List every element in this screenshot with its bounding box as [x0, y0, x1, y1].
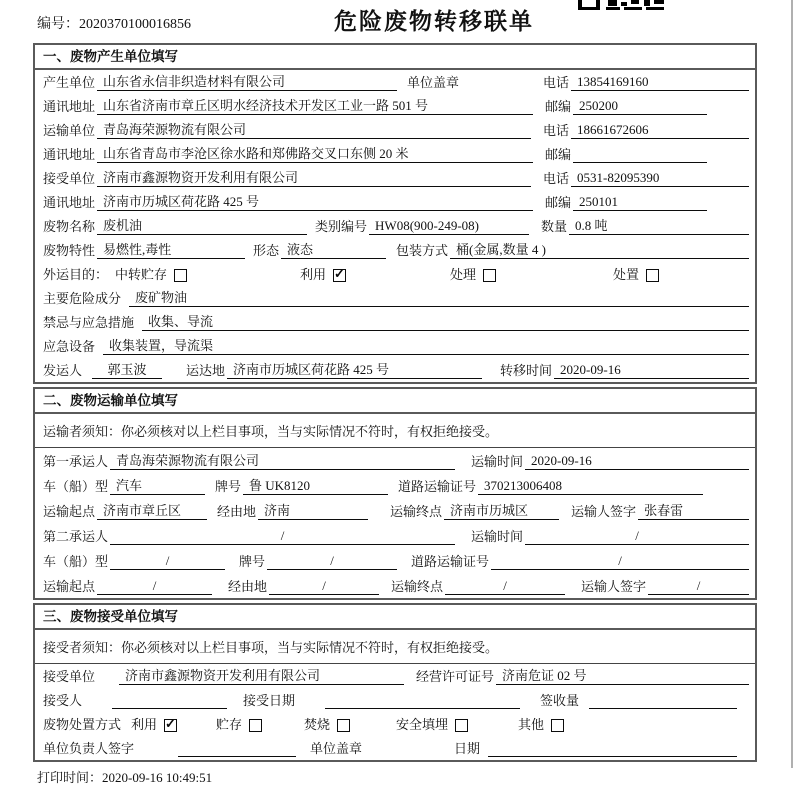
acceptor-label: 接受人: [43, 693, 83, 708]
disposal-option-store: [216, 714, 304, 733]
row-shipper: [35, 358, 755, 382]
row-transfer-purpose: [35, 262, 755, 286]
producer-unit-value: 山东省永信非织造材料有限公司: [97, 71, 397, 91]
transfer-time-value: 2020-09-16: [554, 362, 749, 379]
purpose-transit-storage-label: 中转贮存: [115, 267, 168, 282]
accept-date-value: [325, 693, 520, 709]
row-transporter-address: [35, 142, 755, 166]
form-value: 液态: [281, 239, 386, 259]
purpose-dispose-label: 处置: [613, 267, 640, 282]
receiving-unit-value: 济南市鑫源物资开发利用有限公司: [119, 665, 404, 685]
purpose-option-utilize: [300, 264, 450, 283]
carrier2-sign-label: 运输人签字: [581, 579, 647, 594]
purpose-utilize-label: 利用: [300, 267, 327, 282]
waste-property-label: 废物特性: [43, 243, 96, 258]
carrier1-sign-label: 运输人签字: [571, 504, 637, 519]
carrier2-sign-value: /: [648, 578, 749, 595]
row-receiving-unit: [35, 664, 755, 688]
category-code-label: 类别编号: [315, 219, 368, 234]
carrier2-terminal-value: /: [445, 578, 565, 595]
carrier1-terminal-value: 济南市历城区: [444, 500, 559, 520]
disposal-store-label: 贮存: [216, 717, 243, 732]
hazard-component-value: 废矿物油: [129, 287, 749, 307]
destination-label: 运达地: [186, 363, 226, 378]
row-receiver-address: [35, 190, 755, 214]
purpose-transit-storage-checkbox: [174, 269, 187, 282]
carrier1-road-permit-label: 道路运输证号: [398, 479, 477, 494]
waste-name-value: 废机油: [97, 215, 307, 235]
row-carrier1-route: [35, 498, 755, 523]
carrier2-vehicle-value: /: [110, 553, 225, 570]
row-carrier2-vehicle: [35, 548, 755, 573]
transporter-unit-value: 青岛海荣源物流有限公司: [97, 119, 531, 139]
carrier2-terminal-label: 运输终点: [391, 579, 444, 594]
manager-sign-label: 单位负责人签字: [43, 741, 135, 756]
accept-date-label: 接受日期: [243, 693, 296, 708]
receiver-zip-label: 邮编: [544, 195, 571, 210]
packing-value: 桶(金属,数量 4 ): [450, 239, 749, 259]
receiver-address-value: 济南市历城区荷花路 425 号: [97, 191, 533, 211]
precaution-value: 收集、导流: [142, 311, 749, 331]
row-transporter-unit: [35, 118, 755, 142]
carrier2-time-label: 运输时间: [471, 529, 524, 544]
row-producer-unit: [35, 70, 755, 94]
producer-phone-value: 13854169160: [571, 74, 749, 91]
carrier2-plate-value: /: [267, 553, 397, 570]
row-carrier2-route: [35, 573, 755, 598]
row-carrier1: [35, 448, 755, 473]
carrier1-value: 青岛海荣源物流有限公司: [110, 450, 455, 470]
row-waste-property: [35, 238, 755, 262]
receiver-notice: 接受者须知：你必须核对以上栏目事项，当与实际情况不符时，有权拒绝接受。: [35, 630, 755, 664]
print-time-label: 打印时间：: [37, 770, 103, 785]
transporter-unit-label: 运输单位: [43, 123, 96, 138]
carrier2-plate-label: 牌号: [239, 554, 266, 569]
transfer-purpose-label: 外运目的：: [43, 267, 109, 282]
carrier2-via-label: 经由地: [228, 579, 268, 594]
carrier1-vehicle-value: 汽车: [110, 475, 205, 495]
date-value: [488, 741, 737, 757]
purpose-option-dispose: [613, 264, 661, 283]
section-producer-title: 一、废物产生单位填写: [35, 45, 755, 70]
carrier1-sign-value: 张春雷: [638, 500, 749, 520]
row-producer-address: [35, 94, 755, 118]
disposal-option-utilize: [131, 714, 216, 733]
carrier1-plate-value: 鲁 UK8120: [243, 475, 388, 495]
producer-zip-value: 250200: [573, 98, 707, 115]
producer-address-value: 山东省济南市章丘区明水经济技术开发区工业一路 501 号: [97, 95, 533, 115]
transporter-phone-value: 18661672606: [571, 122, 749, 139]
section-transporter: [33, 387, 757, 600]
precaution-label: 禁忌与应急措施: [43, 315, 135, 330]
disposal-utilize-label: 利用: [131, 717, 158, 732]
row-hazard-component: [35, 286, 755, 310]
waste-property-value: 易燃性,毒性: [97, 239, 245, 259]
carrier1-plate-label: 牌号: [215, 479, 242, 494]
disposal-landfill-checkbox: [455, 719, 468, 732]
receiver-unit-value: 济南市鑫源物资开发利用有限公司: [97, 167, 531, 187]
emergency-equipment-label: 应急设备: [43, 339, 96, 354]
scan-edge-line: [791, 0, 793, 768]
carrier1-origin-label: 运输起点: [43, 504, 96, 519]
purpose-dispose-checkbox: [646, 269, 659, 282]
row-disposal-method: [35, 712, 755, 736]
hazard-component-label: 主要危险成分: [43, 291, 122, 306]
disposal-incinerate-checkbox: [337, 719, 350, 732]
producer-address-label: 通讯地址: [43, 99, 96, 114]
shipper-value: 郭玉波: [92, 359, 162, 379]
unit-seal-label-2: 单位盖章: [310, 741, 363, 756]
carrier2-time-value: /: [525, 528, 749, 545]
transporter-notice: 运输者须知：你必须核对以上栏目事项，当与实际情况不符时，有权拒绝接受。: [35, 414, 755, 448]
serial-number: [37, 13, 191, 33]
print-time-value: 2020-09-16 10:49:51: [102, 770, 213, 785]
row-manager-sign: [35, 736, 755, 760]
disposal-incinerate-label: 焚烧: [304, 717, 331, 732]
transporter-address-value: 山东省青岛市李沧区徐水路和郑佛路交叉口东侧 20 米: [97, 143, 533, 163]
carrier2-label: 第二承运人: [43, 529, 109, 544]
purpose-treat-label: 处理: [450, 267, 477, 282]
carrier2-value: /: [110, 528, 455, 545]
receiver-zip-value: 250101: [573, 194, 707, 211]
document-title: 危险废物转移联单: [334, 9, 534, 34]
disposal-option-landfill: [396, 714, 518, 733]
category-code-value: HW08(900-249-08): [369, 218, 529, 235]
carrier1-road-permit-value: 370213006408: [478, 478, 703, 495]
producer-zip-label: 邮编: [544, 99, 571, 114]
row-precaution: [35, 310, 755, 334]
producer-phone-label: 电话: [542, 75, 569, 90]
carrier1-via-value: 济南: [258, 500, 368, 520]
date-label: 日期: [454, 741, 481, 756]
row-carrier1-vehicle: [35, 473, 755, 498]
disposal-option-incinerate: [304, 714, 396, 733]
section-receiver: [33, 603, 757, 762]
permit-value: 济南危证 02 号: [496, 665, 749, 685]
disposal-utilize-checkbox: [164, 719, 177, 732]
transporter-zip-label: 邮编: [544, 147, 571, 162]
purpose-treat-checkbox: [483, 269, 496, 282]
row-waste-name: [35, 214, 755, 238]
carrier2-road-permit-value: /: [491, 553, 749, 570]
serial-label: 编号：: [37, 17, 79, 32]
received-qty-value: [589, 693, 737, 709]
unit-seal-label: 单位盖章: [407, 75, 460, 90]
carrier1-via-label: 经由地: [217, 504, 257, 519]
section-transporter-title: 二、废物运输单位填写: [35, 389, 755, 414]
packing-label: 包装方式: [396, 243, 449, 258]
producer-unit-label: 产生单位: [43, 75, 96, 90]
carrier1-origin-value: 济南市章丘区: [97, 500, 207, 520]
waste-name-label: 废物名称: [43, 219, 96, 234]
carrier1-label: 第一承运人: [43, 454, 109, 469]
document-header: [0, 0, 796, 43]
transporter-phone-label: 电话: [542, 123, 569, 138]
receiver-unit-label: 接受单位: [43, 171, 96, 186]
emergency-equipment-value: 收集装置，导流渠: [103, 335, 749, 355]
carrier1-time-value: 2020-09-16: [525, 453, 749, 470]
disposal-other-label: 其他: [518, 717, 545, 732]
disposal-other-checkbox: [551, 719, 564, 732]
transfer-time-label: 转移时间: [500, 363, 553, 378]
print-time: [37, 767, 796, 786]
carrier2-origin-label: 运输起点: [43, 579, 96, 594]
serial-value: 2020370100016856: [79, 17, 191, 32]
permit-label: 经营许可证号: [416, 669, 495, 684]
row-acceptor: [35, 688, 755, 712]
received-qty-label: 签收量: [540, 693, 580, 708]
receiving-unit-label: 接受单位: [43, 669, 96, 684]
transporter-address-label: 通讯地址: [43, 147, 96, 162]
form-label: 形态: [253, 243, 280, 258]
disposal-method-label: 废物处置方式: [43, 717, 122, 732]
receiver-address-label: 通讯地址: [43, 195, 96, 210]
carrier2-origin-value: /: [97, 578, 212, 595]
quantity-value: 0.8 吨: [569, 215, 749, 235]
acceptor-value: [112, 693, 227, 709]
receiver-phone-label: 电话: [542, 171, 569, 186]
carrier1-time-label: 运输时间: [471, 454, 524, 469]
section-receiver-title: 三、废物接受单位填写: [35, 605, 755, 630]
receiver-phone-value: 0531-82095390: [571, 170, 749, 187]
carrier2-road-permit-label: 道路运输证号: [411, 554, 490, 569]
transporter-zip-value: [573, 147, 707, 163]
destination-value: 济南市历城区荷花路 425 号: [227, 359, 482, 379]
carrier2-via-value: /: [269, 578, 379, 595]
purpose-option-transit-storage: [115, 264, 300, 283]
quantity-label: 数量: [541, 219, 568, 234]
carrier1-terminal-label: 运输终点: [390, 504, 443, 519]
disposal-store-checkbox: [249, 719, 262, 732]
purpose-utilize-checkbox: [333, 269, 346, 282]
carrier1-vehicle-label: 车（船）型: [43, 479, 109, 494]
row-carrier2: [35, 523, 755, 548]
disposal-landfill-label: 安全填埋: [396, 717, 449, 732]
section-producer: [33, 43, 757, 384]
purpose-option-treat: [450, 264, 613, 283]
manager-sign-value: [178, 741, 296, 757]
shipper-label: 发运人: [43, 363, 83, 378]
row-receiver-unit: [35, 166, 755, 190]
row-emergency-equipment: [35, 334, 755, 358]
carrier2-vehicle-label: 车（船）型: [43, 554, 109, 569]
disposal-option-other: [518, 714, 566, 733]
